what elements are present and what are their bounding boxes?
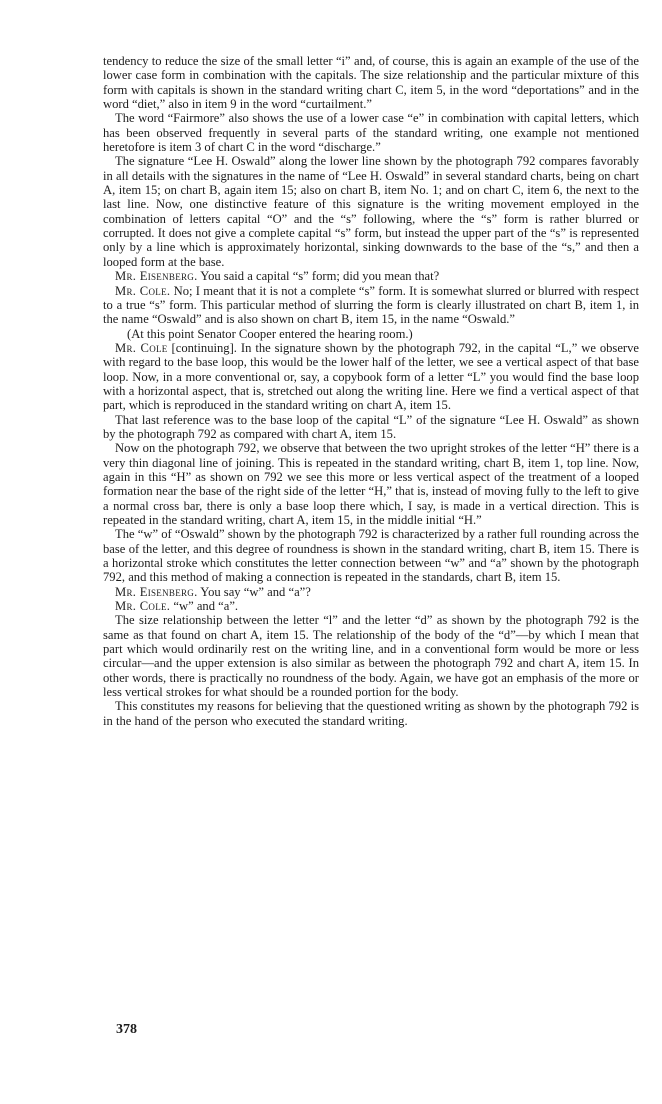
testimony-cole-3: [103, 599, 639, 613]
testimony-eisenberg-1: [103, 269, 639, 283]
speaker-name: Mr. Cole.: [115, 599, 171, 614]
speaker-name: Mr. Cole.: [115, 283, 171, 298]
speaker-name: Mr. Eisenberg.: [115, 584, 198, 599]
testimony-text: You say “w” and “a”?: [200, 584, 311, 599]
testimony-cole-2: [103, 341, 639, 413]
paragraph-1: tendency to reduce the size of the small letter “i” and, of course, this is again an example of the use of the lower case form in combination with the capitals. The size relationship and the particular mixture of this form with capitals is shown in the standard writing chart C, item 5, in the word “deportations” and in the word “diet,” also in item 9 in the word “curtailment.”: [103, 54, 639, 112]
paragraph-9: Now on the photograph 792, we observe that between the two upright strokes of the letter “H” there is a very thin diagonal line of joining. This is repeated in the standard writing, chart B, item 1, top line. Now, again in this “H” as shown on 792 we see this more or less vertical aspect of the treatment of a looped formation near the base of the right side of the letter “H,” that is, instead of moving fully to the left to give a normal cross bar, there is only a base loop there which, I say, is made in a vertical direction. This is repeated in the standard writing, chart A, item 15, in the middle initial “H.”: [103, 441, 639, 527]
testimony-text: You said a capital “s” form; did you mean that?: [200, 269, 440, 284]
testimony-eisenberg-2: [103, 585, 639, 599]
testimony-text: No; I meant that it is not a complete “s” form. It is somewhat slurred or blurred with respect to a true “s” form. This particular method of slurring the form is clearly illustrated on chart B, item 1, in the name “Oswald” and is also shown on chart B, item 15, in the name “Oswald.”: [103, 283, 639, 327]
page-body: [103, 54, 639, 728]
speaker-name: Mr. Cole: [115, 340, 168, 355]
speaker-name: Mr. Eisenberg.: [115, 269, 198, 284]
paragraph-10: The “w” of “Oswald” shown by the photograph 792 is characterized by a rather full rounding across the base of the letter, and this degree of roundness is shown in the standard writing, chart B, item 15. There is a horizontal stroke which constitutes the letter connection between “w” and “a” shown by the photograph 792, and this method of making a connection is repeated in the standards, chart B, item 15.: [103, 527, 639, 585]
paragraph-13: The size relationship between the letter “l” and the letter “d” as shown by the photograph 792 is the same as that found on chart A, item 15. The relationship of the body of the “d”—by which I mean that part which would ordinarily rest on the writing line, and in a conventional form would be more or less circular—and the upper extension is also similar as between the photograph 792 and chart A, item 15. In other words, there is practically no roundness of the body. Again, we have got an emphasis of the more or less vertical strokes for what should be a rounded portion for the body.: [103, 613, 639, 700]
testimony-text: “w” and “a”.: [173, 599, 239, 614]
testimony-text: [continuing]. In the signature shown by the photograph 792, in the capital “L,” we observe with regard to the base loop, this would be the lower half of the letter, we see a vertical aspect of that base loop. Now, in a more conventional or, say, a copybook form of a letter “L” you would find the base loop with a horizontal aspect, that is, stretched out along the writing line. Here we find a vertical aspect of that part, which is reproduced in the standard writing on chart A, item 15.: [103, 340, 640, 413]
page-number: 378: [116, 1022, 137, 1037]
testimony-cole-1: [103, 284, 639, 327]
stage-direction: (At this point Senator Cooper entered the hearing room.): [127, 326, 413, 341]
paragraph-2: The word “Fairmore” also shows the use of a lower case “e” in combination with capital letters, which has been observed frequently in several parts of the standard writing, one example not mentioned heretofore is item 3 of chart C in the word “discharge.”: [103, 111, 639, 155]
paragraph-8: That last reference was to the base loop of the capital “L” of the signature “Lee H. Oswald” as shown by the photograph 792 as compared with chart A, item 15.: [103, 412, 639, 441]
paragraph-3: The signature “Lee H. Oswald” along the lower line shown by the photograph 792 compares favorably in all details with the signatures in the name of “Lee H. Oswald” in several standard charts, being on chart A, item 15; on chart B, again item 15; also on chart B, item No. 1; and on chart C, item 6, the next to the last line. Now, one distinctive feature of this signature is the writing movement employed in the combination of letters capital “O” and the “s” following, where the “s” form is rather blurred or corrupted. It does not give a complete capital “s” form, but instead the upper part of the “s” is represented only by a line which is approximately horizontal, sinking downwards to the base of the “s,” and then a looped form at the base.: [103, 154, 639, 269]
paragraph-14: This constitutes my reasons for believing that the questioned writing as shown by the photograph 792 is in the hand of the person who executed the standard writing.: [103, 699, 639, 728]
